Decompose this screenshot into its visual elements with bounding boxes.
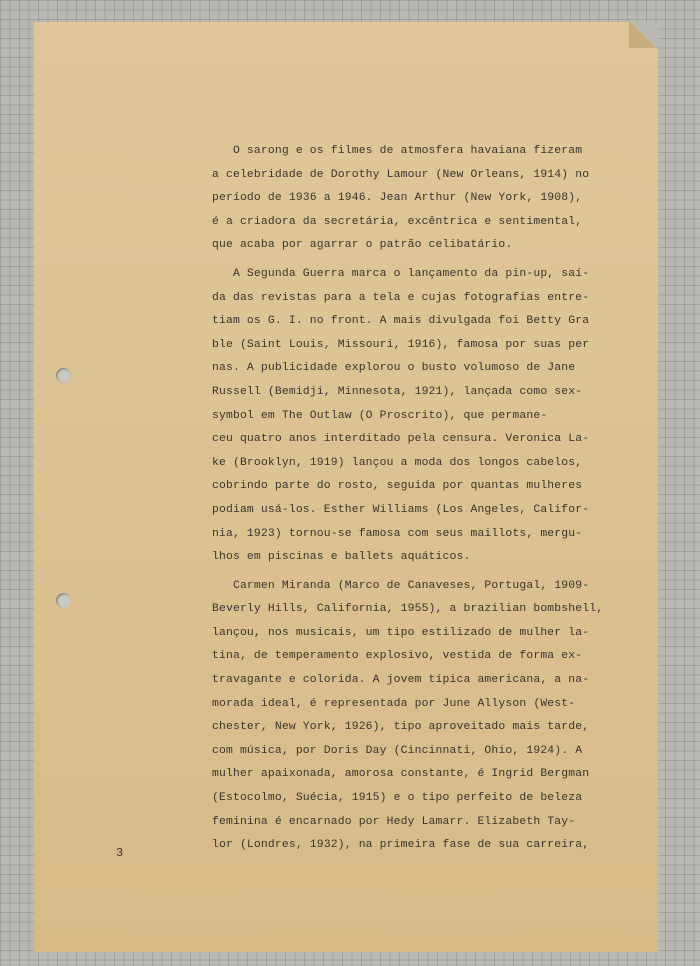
folded-corner [629, 22, 658, 48]
text-line: Russell (Bemidji, Minnesota, 1921), lançada como sex- [212, 385, 583, 398]
text-line: lançou, nos musicais, um tipo estilizado de mulher la- [212, 626, 590, 639]
text-line: travagante e colorida. A jovem típica americana, a na- [212, 674, 590, 687]
text-line: período de 1936 a 1946. Jean Arthur (New York, 1908), [212, 192, 583, 205]
text-line: lhos em piscinas e ballets aquáticos. [212, 551, 471, 564]
text-line: da das revistas para a tela e cujas fotografias entre- [212, 291, 590, 304]
text-line: a celebridade de Dorothy Lamour (New Orleans, 1914) no [212, 168, 590, 181]
text-line: Carmen Miranda (Marco de Canaveses, Portugal, 1909- [212, 579, 590, 592]
text-line: symbol em The Outlaw (O Proscrito), que permane- [212, 409, 548, 422]
text-line: (Estocolmo, Suécia, 1915) e o tipo perfeito de beleza [212, 792, 583, 805]
text-line: A Segunda Guerra marca o lançamento da pin-up, saí- [212, 267, 590, 280]
text-line: que acaba por agarrar o patrão celibatário. [212, 239, 513, 252]
text-line: O sarong e os filmes de atmosfera havaiana fizeram [212, 145, 583, 157]
text-line: é a criadora da secretária, excêntrica e sentimental, [212, 215, 583, 228]
text-line: chester, New York, 1926), tipo aproveitado mais tarde, [212, 721, 590, 734]
text-line: cobrindo parte do rosto, seguida por quantas mulheres [212, 480, 583, 493]
text-line: nia, 1923) tornou-se famosa com seus maillots, mergu- [212, 527, 583, 540]
text-line: podiam usá-los. Esther Williams (Los Angeles, Califor- [212, 503, 590, 516]
text-line: tina, de temperamento explosivo, vestida de forma ex- [212, 650, 583, 663]
text-line: tiam os G. I. no front. A mais divulgada foi Betty Gra [212, 315, 590, 328]
text-line: feminina é encarnado por Hedy Lamarr. Elizabeth Tay- [212, 815, 576, 828]
text-line: nas. A publicidade explorou o busto volumoso de Jane [212, 362, 576, 375]
text-line: ceu quatro anos interditado pela censura. Veronica La- [212, 433, 590, 446]
text-line: ble (Saint Louis, Missouri, 1916), famosa por suas per [212, 338, 590, 351]
punch-hole [56, 368, 71, 383]
text-line: lor (Londres, 1932), na primeira fase de sua carreira, [212, 839, 590, 852]
text-line: ke (Brooklyn, 1919) lançou a moda dos longos cabelos, [212, 456, 583, 469]
text-line: mulher apaixonada, amorosa constante, é Ingrid Bergman [212, 768, 590, 781]
text-line: com música, por Doris Day (Cincinnati, Ohio, 1924). A [212, 744, 583, 757]
text-line: morada ideal, é representada por June Allyson (West- [212, 697, 576, 710]
page-number: 3 [116, 846, 124, 860]
body-text [212, 140, 632, 858]
text-line: Beverly Hills, California, 1955), a brazilian bombshell, [212, 603, 604, 616]
punch-hole [56, 593, 71, 608]
